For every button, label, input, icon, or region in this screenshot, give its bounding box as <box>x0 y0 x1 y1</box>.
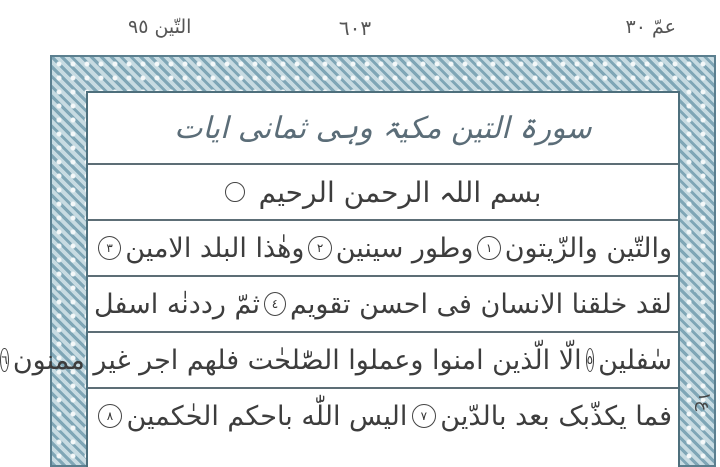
ayah-marker: ٧ <box>412 404 436 428</box>
verse-line-4 <box>94 391 672 441</box>
divider <box>88 387 678 389</box>
ayah-marker: ٨ <box>98 404 122 428</box>
surah-name-label: التّین ٩٥ <box>128 16 192 38</box>
ayah-marker: ٤ <box>264 292 286 316</box>
verse-text: والتّین والزّیتون <box>504 232 672 264</box>
basmala-line <box>94 167 672 217</box>
text-panel <box>1 91 680 467</box>
verse-line-2 <box>94 279 672 329</box>
page-number: ٦٠٣ <box>338 16 372 40</box>
verse-text: الیس اللّٰه باحکم الحٰکمین <box>126 400 408 432</box>
verse-end-ring <box>225 182 245 202</box>
surah-title: سورۃ التین مکیۃ وہی ثمانی ایات <box>174 110 592 146</box>
verse-line-1 <box>94 223 672 273</box>
ayah-marker: ٣ <box>98 236 121 260</box>
juz-label: عمّ ٣٠ <box>625 16 676 38</box>
divider <box>88 275 678 277</box>
ayah-marker: ٢ <box>308 236 331 260</box>
verse-line-3 <box>1 335 672 385</box>
verse-text: فما یکذّبک بعد بالدّین <box>440 400 672 432</box>
verse-text: لقد خلقنا الانسان فی احسن تقویم <box>289 288 672 320</box>
ayah-marker: ١ <box>477 236 500 260</box>
verse-text: وهٰذا البلد الامین <box>125 232 305 264</box>
divider <box>88 331 678 333</box>
ruku-margin-note: ع١ <box>694 392 714 412</box>
surah-title-banner <box>136 99 630 157</box>
ornamental-border <box>1 55 716 467</box>
verse-text: وطور سینین <box>335 232 474 264</box>
divider <box>88 163 678 165</box>
divider <box>88 219 678 221</box>
ayah-marker: ٦ <box>0 348 8 372</box>
basmala-text: بسم اللہ الرحمن الرحیم <box>258 175 542 209</box>
verse-text: ثمّ رددنٰه اسفل <box>94 288 260 320</box>
ayah-marker: ٥ <box>586 348 594 372</box>
verse-text: الّا الّذین امنوا وعملوا الصّٰلحٰت فلهم اجر غیر ممنون <box>12 344 582 376</box>
page-header <box>0 0 720 52</box>
verse-text: سٰفلین <box>598 344 672 376</box>
